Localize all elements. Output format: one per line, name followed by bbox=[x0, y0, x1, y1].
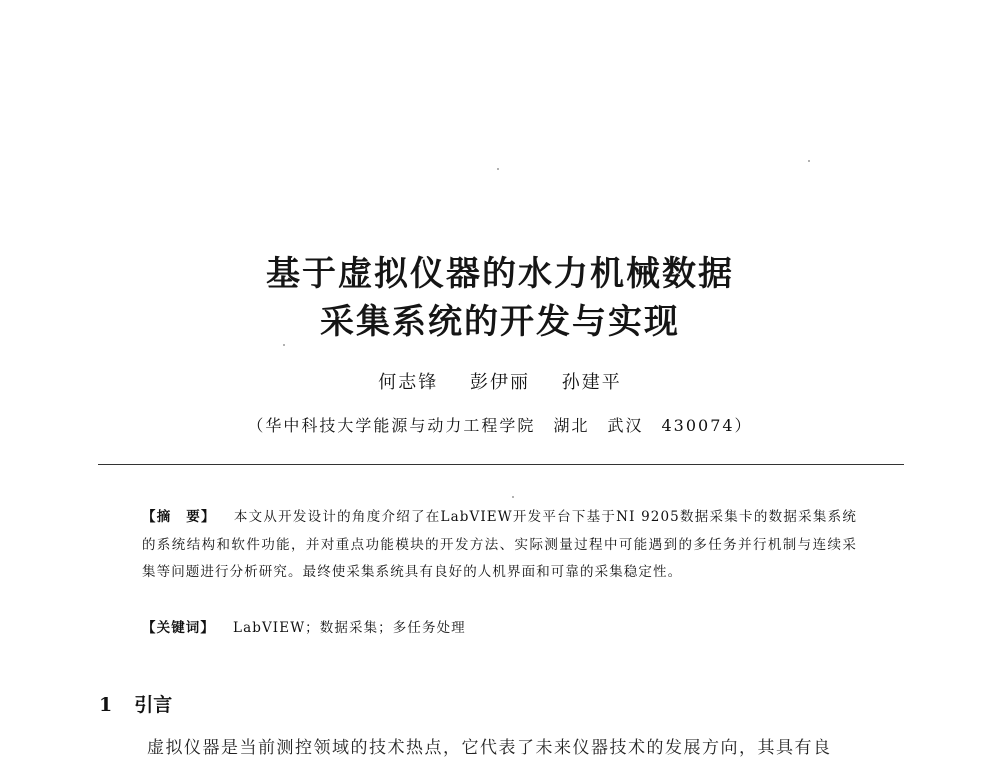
scan-speck bbox=[283, 344, 285, 346]
author-name: 孙建平 bbox=[561, 372, 622, 393]
body-text-line: 虚拟仪器是当前测控领域的技术热点，它代表了未来仪器技术的发展方向，其具有良 bbox=[147, 738, 832, 758]
abstract-text: 本文从开发设计的角度介绍了在LabVIEW开发平台下基于NI 9205数据采集卡的数据采集系统的系统结构和软件功能，并对重点功能模块的开发方法、实际测量过程中可能遇到的多任务并行机制与连续采集等问题进行分析研究。最终使采集系统具有良好的人机界面和可靠的采集稳定性。 bbox=[142, 509, 858, 580]
paper-title-line-2: 采集系统的开发与实现 bbox=[320, 302, 680, 342]
section-title: 引言 bbox=[134, 694, 173, 716]
affiliation-institution: （华中科技大学能源与动力工程学院 bbox=[247, 416, 536, 435]
keywords-text: LabVIEW；数据采集；多任务处理 bbox=[233, 620, 466, 636]
scan-speck bbox=[808, 160, 810, 162]
keywords-label: 【关键词】 bbox=[142, 620, 215, 636]
author-name: 彭伊丽 bbox=[470, 372, 530, 393]
section-number: 1 bbox=[99, 694, 113, 716]
header-divider bbox=[98, 464, 904, 465]
affiliation-province: 湖北 bbox=[553, 416, 590, 435]
paper-title-line-1: 基于虚拟仪器的水力机械数据 bbox=[266, 254, 734, 294]
author-name: 何志锋 bbox=[378, 372, 439, 393]
keywords-block bbox=[142, 616, 466, 636]
abstract-label: 【摘 要】 bbox=[142, 509, 216, 525]
scan-speck bbox=[512, 496, 514, 498]
scan-speck bbox=[497, 168, 499, 170]
affiliation-postcode: 430074） bbox=[661, 416, 753, 435]
affiliation-city: 武汉 bbox=[607, 416, 644, 435]
affiliation bbox=[0, 413, 1000, 436]
author-list bbox=[0, 368, 1000, 394]
section-heading bbox=[99, 690, 172, 717]
abstract-block bbox=[142, 504, 857, 587]
